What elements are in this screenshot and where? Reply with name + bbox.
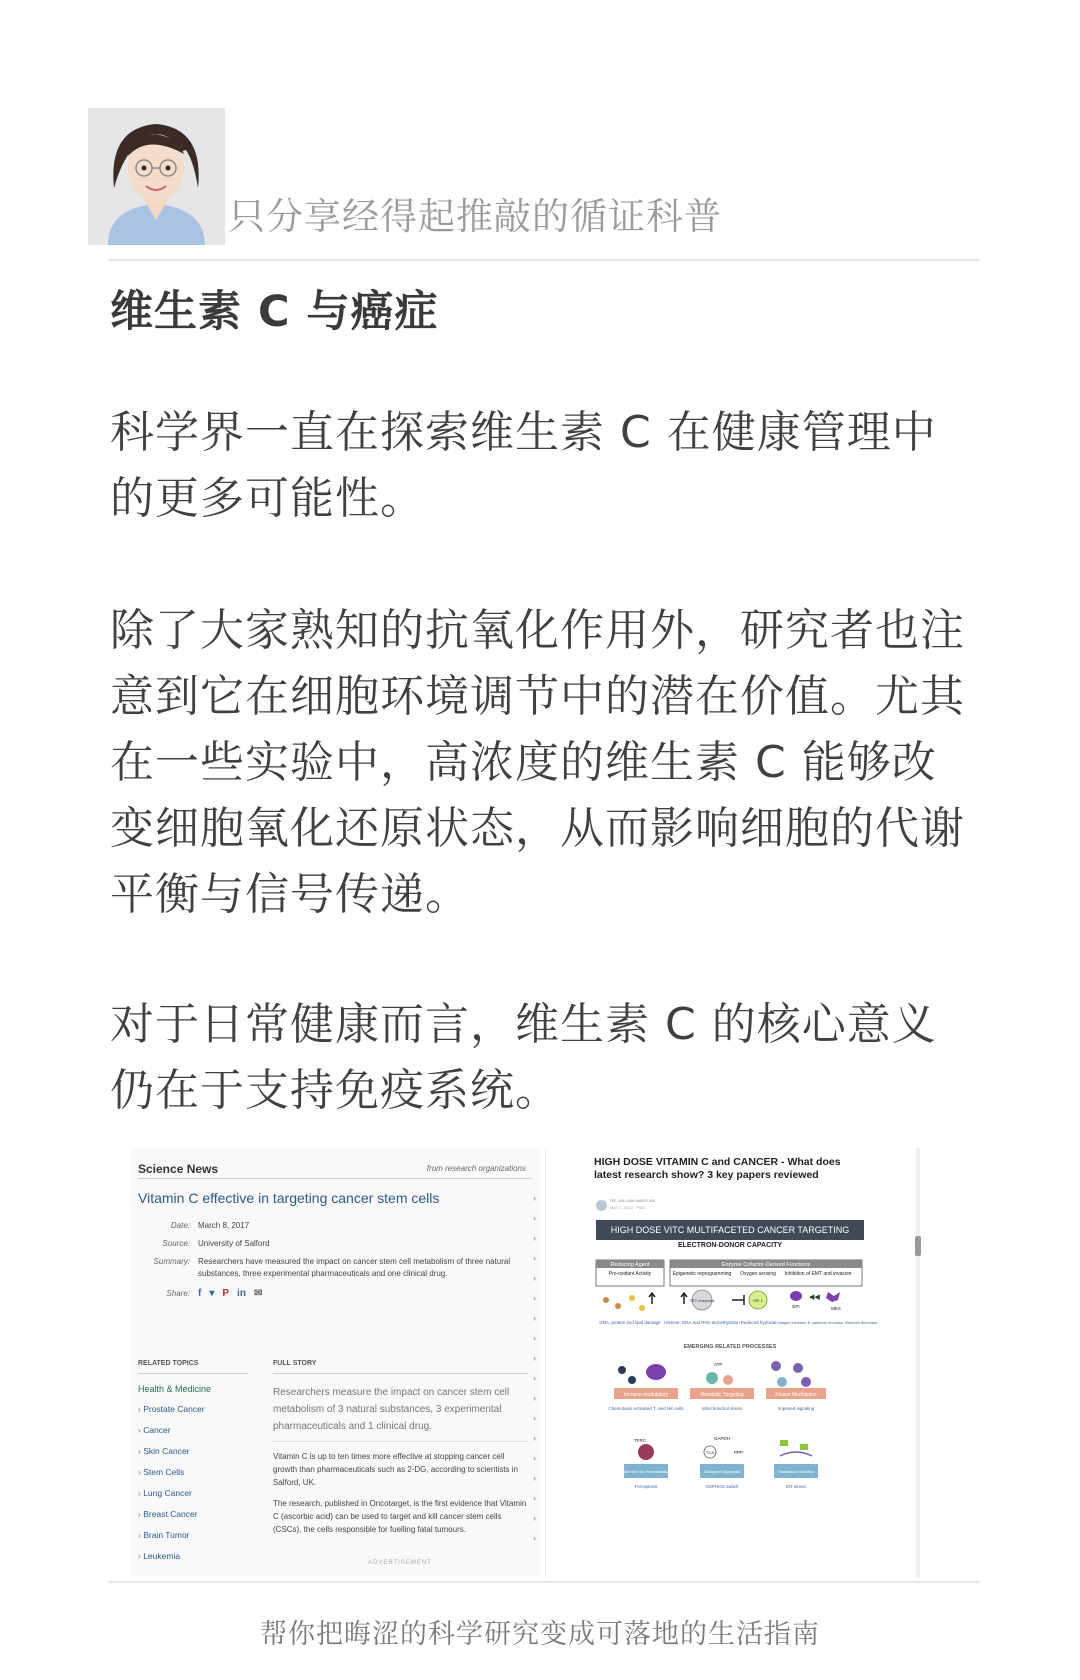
infographic-date: MAY 5, 2023 · PAID bbox=[610, 1205, 646, 1210]
mes-label: MES bbox=[831, 1306, 841, 1311]
ppp-label: PPP bbox=[734, 1450, 744, 1455]
oxphos-label: OXPHOS switch bbox=[705, 1484, 739, 1489]
translation-label: Translation Inhibition bbox=[777, 1469, 815, 1474]
author-avatar-small bbox=[596, 1200, 607, 1211]
hypoxia-label: Reduced hypoxia bbox=[740, 1320, 776, 1325]
immuno-label: Immuno-modulatory bbox=[623, 1392, 669, 1398]
scrollbar-thumb[interactable] bbox=[915, 1236, 921, 1256]
epigenetic-label: Epigenetic reprogramming bbox=[672, 1271, 732, 1277]
immune-cell-icon bbox=[618, 1366, 626, 1374]
summary-value: Researchers have measured the impact on cancer stem cell metabolism of three natural substances, three experimental pharmaceuticals and one clinical drug. bbox=[198, 1257, 511, 1278]
topic-link[interactable]: › Prostate Cancer bbox=[138, 1404, 248, 1425]
mitochondria-icon bbox=[723, 1375, 733, 1385]
infographic-screenshot bbox=[545, 1148, 922, 1578]
news-meta bbox=[138, 1220, 528, 1306]
share-label: Share: bbox=[166, 1289, 190, 1298]
infographic-author: DR. WILLIAM MAKIS MD bbox=[610, 1198, 656, 1203]
date-value: March 8, 2017 bbox=[198, 1221, 250, 1230]
immune-cell-icon bbox=[628, 1376, 636, 1384]
facebook-icon[interactable]: f bbox=[198, 1288, 202, 1299]
hif1-label: HIF-1 bbox=[753, 1298, 763, 1303]
reducing-agent-label: Reducing Agent bbox=[610, 1262, 650, 1268]
mes-cell-icon bbox=[826, 1292, 840, 1302]
iron-label: Altered Iron Homeostasis bbox=[623, 1469, 669, 1474]
epi-label: EPI bbox=[792, 1304, 800, 1309]
full-story bbox=[273, 1360, 528, 1544]
gapdh-label: GAPDH bbox=[714, 1436, 731, 1441]
atp-label: ATP bbox=[714, 1362, 723, 1367]
demethylation-label: Histone, DNA and RNA demethylation bbox=[664, 1320, 740, 1325]
story-paragraph: The research, published in Oncotarget, is the first evidence that Vitamin C (ascorbic acid) can be used to target and kill cancer stem cells (CSCs), the cells responsible for fuelling fatal tumours. bbox=[273, 1499, 527, 1534]
related-topics-heading: RELATED TOPICS bbox=[138, 1360, 248, 1374]
science-news-screenshot bbox=[130, 1148, 540, 1576]
footer-slogan: 帮你把晦涩的科学研究变成可落地的生活指南 bbox=[260, 1619, 820, 1650]
source-label: Source: bbox=[162, 1239, 190, 1248]
kinase-icon bbox=[771, 1361, 781, 1371]
tca-label: TCA bbox=[706, 1450, 714, 1455]
dna-damage-label: DNA, protein and lipid damage bbox=[599, 1320, 661, 1325]
topic-link[interactable]: › Skin Cancer bbox=[138, 1446, 248, 1467]
news-site-name: Science News bbox=[138, 1162, 219, 1176]
infographic-banner: HIGH DOSE VITC MULTIFACETED CANCER TARGETING bbox=[596, 1220, 864, 1240]
author-avatar[interactable] bbox=[88, 108, 225, 245]
author-tagline: 只分享经得起推敲的循证科普 bbox=[228, 195, 722, 238]
header-divider bbox=[108, 259, 980, 261]
news-headline[interactable]: Vitamin C effective in targeting cancer stem cells bbox=[138, 1190, 440, 1206]
infographic-subtitle: ELECTRON-DONOR CAPACITY bbox=[677, 1242, 783, 1249]
kinase-icon bbox=[777, 1377, 787, 1387]
infographic-diagram bbox=[596, 1252, 878, 1578]
article-paragraph: 科学界一直在探索维生素 C 在健康管理中的更多可能性。 bbox=[110, 407, 937, 524]
story-paragraph: Vitamin C is up to ten times more effective at stopping cancer cell growth than pharmaceuticals such as 2-DG, according to scientists in Salford, UK. bbox=[273, 1452, 519, 1487]
pinterest-icon[interactable]: P bbox=[222, 1288, 230, 1299]
summary-label: Summary: bbox=[153, 1257, 190, 1266]
emt-label: Inhibition of EMT and invasion bbox=[784, 1271, 852, 1277]
topic-link[interactable]: › Brain Tumor bbox=[138, 1530, 248, 1551]
scrollbar-track[interactable] bbox=[916, 1148, 920, 1578]
iron-cell-icon bbox=[638, 1444, 654, 1460]
mitochondria-icon bbox=[706, 1372, 718, 1384]
avatar-illustration bbox=[88, 108, 225, 245]
kinase-icon bbox=[801, 1377, 811, 1387]
advertisement-label: ADVERTISEMENT bbox=[368, 1560, 432, 1566]
topic-link[interactable]: › Stem Cells bbox=[138, 1467, 248, 1488]
metabolic-label: Metabolic Targeting bbox=[700, 1392, 744, 1398]
fe-ion-icon bbox=[603, 1297, 609, 1303]
sidebar-markers: › › › › › › › › › › › › › › › › › › bbox=[533, 1193, 536, 1543]
tet-label: TET enzymes bbox=[689, 1298, 715, 1303]
footer-divider bbox=[108, 1581, 980, 1583]
mito-label: Mitochondrial stress bbox=[701, 1406, 743, 1411]
glyco-label: Disrupted Glycolysis bbox=[703, 1469, 741, 1474]
source-value: University of Salford bbox=[198, 1239, 270, 1248]
kinase-icon bbox=[793, 1363, 803, 1373]
er-icon bbox=[780, 1452, 812, 1456]
twitter-icon[interactable]: ▾ bbox=[209, 1288, 215, 1299]
er-stress-label: ER stress bbox=[786, 1484, 806, 1489]
topic-link[interactable]: › Lung Cancer bbox=[138, 1488, 248, 1509]
topic-link[interactable]: › Leukemia bbox=[138, 1551, 248, 1572]
ribosome-icon bbox=[800, 1444, 808, 1450]
infographic-post-title[interactable]: HIGH DOSE VITAMIN C and CANCER - What does latest research show? 3 key papers reviewed bbox=[594, 1156, 841, 1181]
related-topics bbox=[138, 1360, 248, 1572]
article-paragraph: 除了大家熟知的抗氧化作用外，研究者也注意到它在细胞环境调节中的潜在价值。尤其在一些实验中，高浓度的维生素 C 能够改变细胞氧化还原状态，从而影响细胞的代谢平衡与信号传递。 bbox=[110, 605, 965, 920]
epi-cell-icon bbox=[790, 1291, 802, 1301]
topic-category[interactable]: Health & Medicine bbox=[138, 1384, 212, 1394]
article-paragraph: 对于日常健康而言，维生素 C 的核心意义仍在于支持免疫系统。 bbox=[110, 999, 937, 1116]
oxygen-label: Oxygen sensing bbox=[740, 1271, 776, 1277]
news-from-label: from research organizations bbox=[426, 1164, 526, 1173]
arrows-icon: ◀◀ bbox=[809, 1294, 820, 1301]
news-divider bbox=[138, 1178, 532, 1179]
up-arrow-icon bbox=[681, 1293, 687, 1304]
ribosome-icon bbox=[780, 1440, 788, 1446]
collagen-label: Collagen increase E-cadherin increase Vimentin decrease bbox=[774, 1320, 878, 1325]
tumor-cell-icon bbox=[646, 1364, 666, 1380]
oh-radical-icon bbox=[639, 1305, 645, 1311]
fe-ion-icon bbox=[615, 1303, 621, 1309]
story-lead: Researchers measure the impact on cancer stem cell metabolism of 3 natural substances, 3 experimental pharmaceuticals and 1 clinical drug. bbox=[273, 1384, 528, 1442]
date-label: Date: bbox=[170, 1221, 190, 1230]
h2o2-icon bbox=[629, 1295, 635, 1301]
enzyme-label: Enzyme Cofactor-Derived Functions bbox=[721, 1262, 811, 1268]
inhibit-icon bbox=[732, 1295, 744, 1305]
topic-link[interactable]: › Cancer bbox=[138, 1425, 248, 1446]
article-title: 维生素 C 与癌症 bbox=[110, 287, 439, 337]
topic-link[interactable]: › Breast Cancer bbox=[138, 1509, 248, 1530]
pro-oxidant-label: Pro-oxidant Activity bbox=[608, 1271, 652, 1277]
impaired-label: Impaired signaling bbox=[777, 1406, 815, 1411]
full-story-heading: FULL STORY bbox=[273, 1360, 528, 1374]
tfrc-label: TFRC bbox=[634, 1438, 646, 1443]
chemotaxis-label: Chemotaxis Activated T- and NK-cells bbox=[608, 1406, 684, 1411]
ferroptosis-label: Ferroptosis bbox=[634, 1484, 658, 1489]
email-icon[interactable]: ✉ bbox=[253, 1288, 263, 1299]
emerging-label: EMERGING RELATED PROCESSES bbox=[683, 1344, 777, 1350]
up-arrow-icon bbox=[649, 1293, 655, 1304]
linkedin-icon[interactable]: in bbox=[237, 1288, 246, 1299]
kinase-label: Kinase Modulation bbox=[775, 1392, 817, 1398]
